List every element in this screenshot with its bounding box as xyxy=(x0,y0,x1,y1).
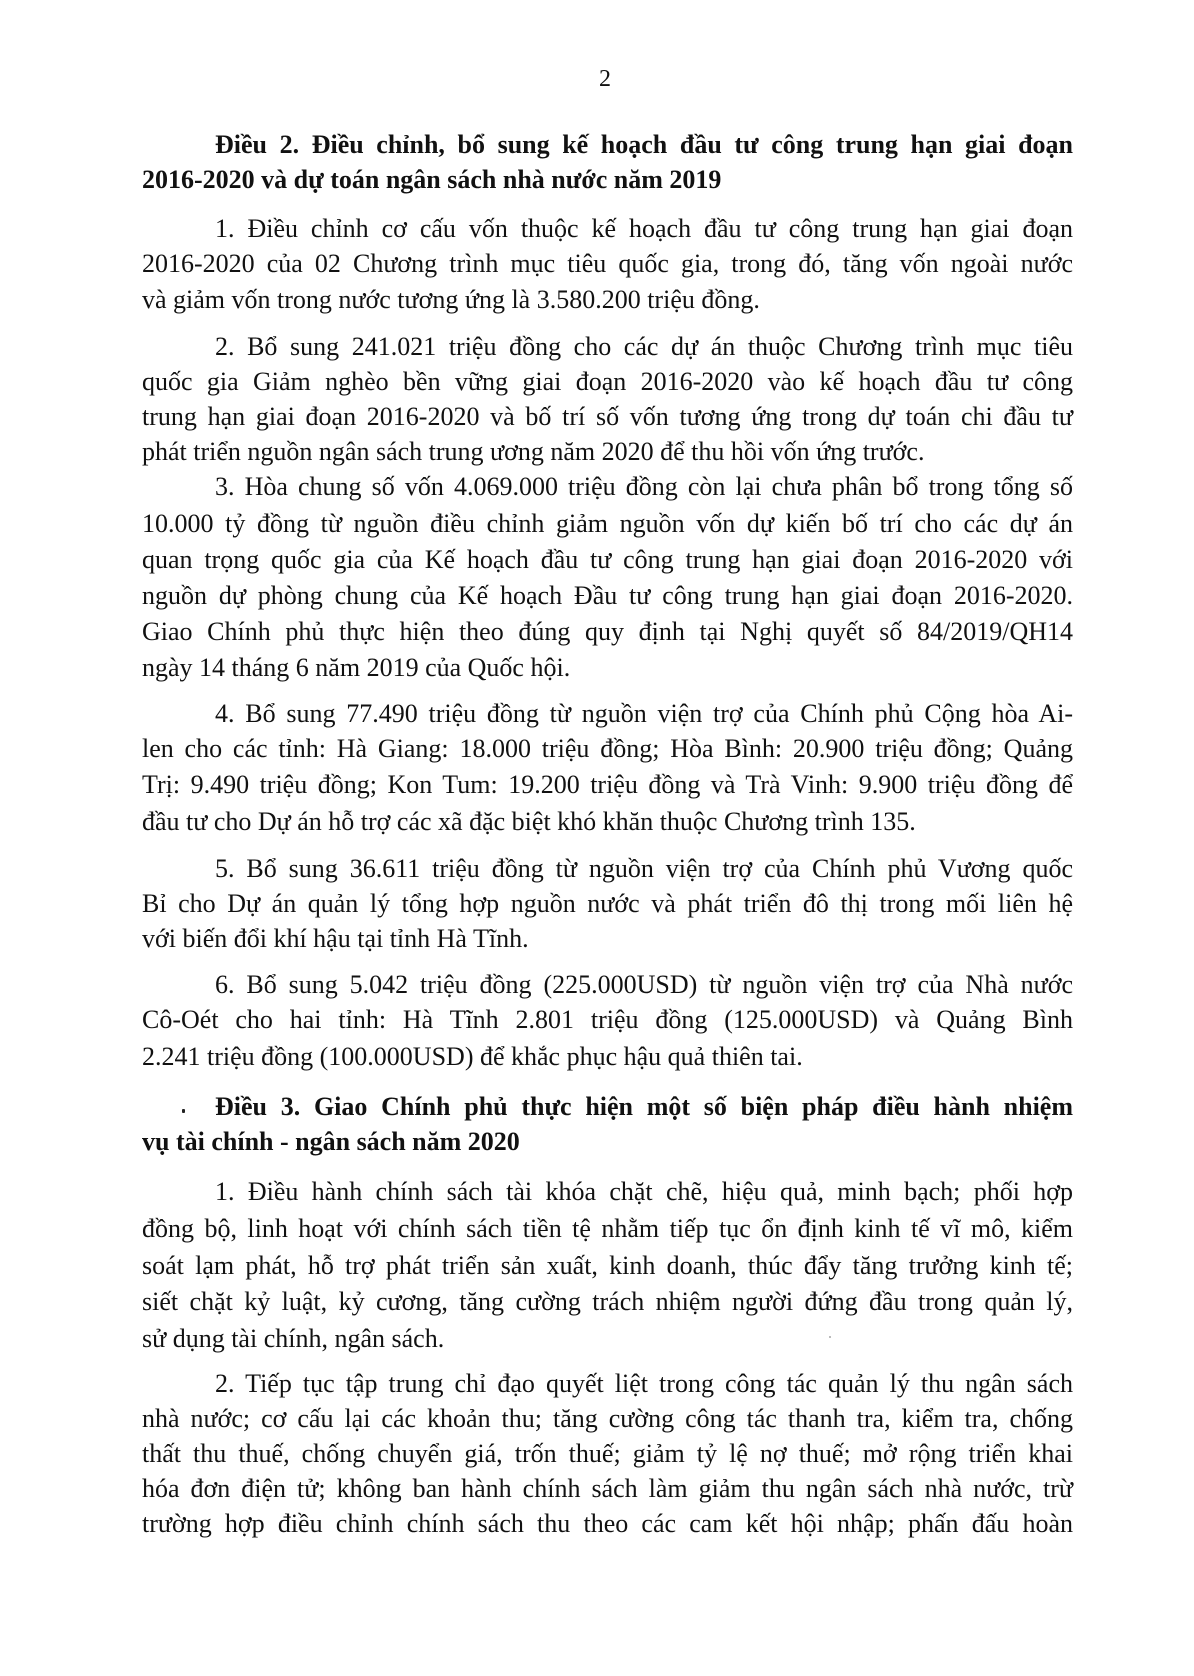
article-2-clause-5-line xyxy=(142,888,1073,920)
clause-text: siết chặt kỷ luật, kỷ cương, tăng cường trách nhiệm người đứng đầu trong quản lý, xyxy=(142,1287,1073,1316)
article-2-clause-3-line xyxy=(142,508,1073,540)
clause-text: 4. Bổ sung 77.490 triệu đồng từ nguồn viện trợ của Chính phủ Cộng hòa Ai- xyxy=(215,699,1073,728)
clause-text: đầu tư cho Dự án hỗ trợ các xã đặc biệt khó khăn thuộc Chương trình 135. xyxy=(142,807,916,836)
scan-artifact-dot xyxy=(829,1336,831,1338)
clause-text: 2016-2020 của 02 Chương trình mục tiêu quốc gia, trong đó, tăng vốn ngoài nước xyxy=(142,249,1073,278)
clause-text: và giảm vốn trong nước tương ứng là 3.580.200 triệu đồng. xyxy=(142,285,760,314)
article-2-clause-4-line xyxy=(215,698,1073,730)
article-2-clause-3-line xyxy=(142,544,1073,576)
clause-text: trường hợp điều chỉnh chính sách thu theo các cam kết hội nhập; phấn đấu hoàn xyxy=(142,1509,1073,1538)
article-3-heading-text: Điều 3. Giao Chính phủ thực hiện một số biện pháp điều hành nhiệm xyxy=(215,1092,1073,1121)
clause-text: Bỉ cho Dự án quản lý tổng hợp nguồn nước và phát triển đô thị trong mối liên hệ xyxy=(142,889,1073,918)
clause-text: 1. Điều hành chính sách tài khóa chặt chẽ, hiệu quả, minh bạch; phối hợp xyxy=(215,1177,1074,1206)
article-2-clause-4-line xyxy=(142,733,1073,765)
article-2-clause-4-line xyxy=(142,806,1073,838)
clause-text: với biến đổi khí hậu tại tỉnh Hà Tĩnh. xyxy=(142,924,529,953)
article-3-heading-text: vụ tài chính - ngân sách năm 2020 xyxy=(142,1127,520,1156)
article-3-clause-2-line xyxy=(215,1368,1073,1400)
clause-text: quốc gia Giảm nghèo bền vững giai đoạn 2016-2020 vào kế hoạch đầu tư công xyxy=(142,367,1073,396)
article-2-clause-2-line xyxy=(142,436,1073,468)
clause-text: trung hạn giai đoạn 2016-2020 và bố trí số vốn tương ứng trong dự toán chi đầu tư xyxy=(142,402,1073,431)
clause-text: 5. Bổ sung 36.611 triệu đồng từ nguồn viện trợ của Chính phủ Vương quốc xyxy=(215,854,1073,883)
article-2-clause-5-line xyxy=(142,923,1073,955)
article-2-clause-3-line xyxy=(142,580,1073,612)
article-2-heading-text: Điều 2. Điều chỉnh, bổ sung kế hoạch đầu tư công trung hạn giai đoạn xyxy=(215,130,1074,159)
article-2-clause-3-line xyxy=(215,471,1073,503)
clause-text: 6. Bổ sung 5.042 triệu đồng (225.000USD) từ nguồn viện trợ của Nhà nước xyxy=(215,970,1074,999)
clause-text: 2. Bổ sung 241.021 triệu đồng cho các dự án thuộc Chương trình mục tiêu xyxy=(215,332,1074,361)
clause-text: hóa đơn điện tử; không ban hành chính sách làm giảm thu ngân sách nhà nước, trừ xyxy=(142,1474,1073,1503)
article-2-clause-3-line xyxy=(142,652,1073,684)
article-2-heading-line xyxy=(215,129,1073,161)
article-3-clause-2-line xyxy=(142,1508,1073,1540)
article-2-clause-1-line xyxy=(142,284,1073,316)
article-2-clause-1-line xyxy=(215,213,1073,245)
article-3-clause-1-line xyxy=(142,1213,1073,1245)
article-3-clause-2-line xyxy=(142,1438,1073,1470)
clause-text: len cho các tỉnh: Hà Giang: 18.000 triệu đồng; Hòa Bình: 20.900 triệu đồng; Quảng xyxy=(142,734,1073,763)
clause-text: Giao Chính phủ thực hiện theo đúng quy định tại Nghị quyết số 84/2019/QH14 xyxy=(142,617,1073,646)
clause-text: 3. Hòa chung số vốn 4.069.000 triệu đồng còn lại chưa phân bổ trong tổng số xyxy=(215,472,1073,501)
clause-text: đồng bộ, linh hoạt với chính sách tiền tệ nhằm tiếp tục ổn định kinh tế vĩ mô, kiểm xyxy=(142,1214,1073,1243)
article-2-clause-5-line xyxy=(215,853,1073,885)
article-3-clause-1-line xyxy=(142,1286,1073,1318)
article-2-clause-6-line xyxy=(142,1041,1073,1073)
clause-text: 10.000 tỷ đồng từ nguồn điều chỉnh giảm nguồn vốn dự kiến bố trí cho các dự án xyxy=(142,509,1073,538)
clause-text: 1. Điều chỉnh cơ cấu vốn thuộc kế hoạch đầu tư công trung hạn giai đoạn xyxy=(215,214,1074,243)
clause-text: sử dụng tài chính, ngân sách. xyxy=(142,1324,445,1353)
page-number: 2 xyxy=(599,66,611,92)
article-2-clause-4-line xyxy=(142,769,1073,801)
clause-text: thất thu thuế, chống chuyển giá, trốn thuế; giảm tỷ lệ nợ thuế; mở rộng triển khai xyxy=(142,1439,1073,1468)
article-3-clause-1-line xyxy=(142,1323,1073,1355)
clause-text: quan trọng quốc gia của Kế hoạch đầu tư công trung hạn giai đoạn 2016-2020 với xyxy=(142,545,1073,574)
article-2-clause-2-line xyxy=(142,401,1073,433)
scan-artifact-mark xyxy=(182,1109,185,1113)
article-3-clause-1-line xyxy=(142,1250,1073,1282)
article-3-clause-2-line xyxy=(142,1473,1073,1505)
clause-text: Trị: 9.490 triệu đồng; Kon Tum: 19.200 triệu đồng và Trà Vinh: 9.900 triệu đồng để xyxy=(142,770,1073,799)
clause-text: phát triển nguồn ngân sách trung ương năm 2020 để thu hồi vốn ứng trước. xyxy=(142,437,925,466)
clause-text: soát lạm phát, hỗ trợ phát triển sản xuất, kinh doanh, thúc đẩy tăng trưởng kinh tế; xyxy=(142,1251,1074,1280)
article-2-clause-6-line xyxy=(142,1004,1073,1036)
clause-text: 2.241 triệu đồng (100.000USD) để khắc phục hậu quả thiên tai. xyxy=(142,1042,803,1071)
article-2-clause-2-line xyxy=(215,331,1073,363)
clause-text: 2. Tiếp tục tập trung chỉ đạo quyết liệt trong công tác quản lý thu ngân sách xyxy=(215,1369,1073,1398)
clause-text: nguồn dự phòng chung của Kế hoạch Đầu tư công trung hạn giai đoạn 2016-2020. xyxy=(142,581,1073,610)
article-2-clause-2-line xyxy=(142,366,1073,398)
article-2-heading-line xyxy=(142,164,1073,196)
clause-text: nhà nước; cơ cấu lại các khoản thu; tăng cường công tác thanh tra, kiểm tra, chống xyxy=(142,1404,1073,1433)
article-2-clause-6-line xyxy=(215,969,1073,1001)
article-3-clause-2-line xyxy=(142,1403,1073,1435)
clause-text: ngày 14 tháng 6 năm 2019 của Quốc hội. xyxy=(142,653,571,682)
clause-text: Cô-Oét cho hai tỉnh: Hà Tĩnh 2.801 triệu đồng (125.000USD) và Quảng Bình xyxy=(142,1005,1073,1034)
article-3-heading-line xyxy=(215,1091,1073,1123)
article-2-heading-text: 2016-2020 và dự toán ngân sách nhà nước năm 2019 xyxy=(142,165,722,194)
article-2-clause-3-line xyxy=(142,616,1073,648)
article-2-clause-1-line xyxy=(142,248,1073,280)
article-3-clause-1-line xyxy=(215,1176,1073,1208)
article-3-heading-line xyxy=(142,1126,1073,1158)
